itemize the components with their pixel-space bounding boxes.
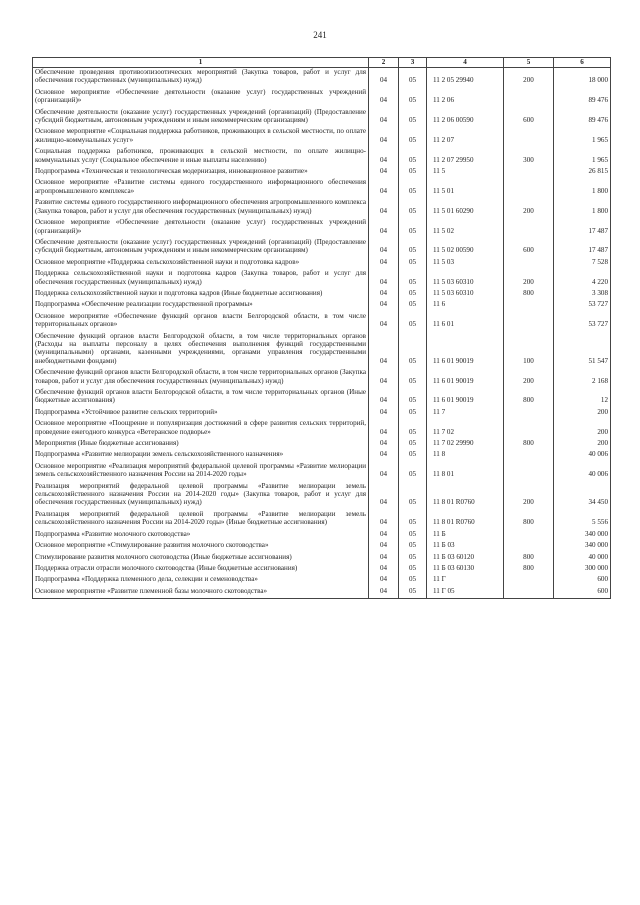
section-cell: 04	[369, 587, 399, 599]
expense-type-cell	[504, 408, 554, 419]
table-row	[33, 108, 611, 128]
description-cell: Мероприятия (Иные бюджетные ассигнования)	[33, 439, 369, 450]
amount-cell: 89 476	[554, 88, 611, 108]
subsection-cell: 05	[399, 88, 427, 108]
description-cell: Подпрограмма «Поддержка племенного дела, селекции и семеноводства»	[33, 575, 369, 586]
table-row	[33, 127, 611, 147]
target-article-cell: 11 Б 03	[427, 541, 504, 552]
section-cell: 04	[369, 167, 399, 178]
target-article-cell: 11 5 02 00590	[427, 238, 504, 258]
section-cell: 04	[369, 419, 399, 439]
expense-type-cell	[504, 462, 554, 482]
description-cell: Основное мероприятие «Стимулирование развития молочного скотоводства»	[33, 541, 369, 552]
subsection-cell: 05	[399, 312, 427, 332]
subsection-cell: 05	[399, 218, 427, 238]
expense-type-cell: 800	[504, 510, 554, 530]
description-cell: Поддержка отрасли отрасли молочного скотоводства (Иные бюджетные ассигнования)	[33, 564, 369, 575]
target-article-cell: 11 5 03	[427, 258, 504, 269]
description-cell: Поддержка сельскохозяйственной науки и подготовка кадров (Закупка товаров, работ и услуг для обеспечения государственных (муниципальных) нужд)	[33, 269, 369, 289]
table-row	[33, 462, 611, 482]
target-article-cell: 11 Г 05	[427, 587, 504, 599]
budget-table	[32, 57, 611, 599]
table-row	[33, 258, 611, 269]
expense-type-cell: 600	[504, 238, 554, 258]
target-article-cell: 11 6 01 90019	[427, 332, 504, 369]
table-row	[33, 68, 611, 88]
amount-cell: 26 815	[554, 167, 611, 178]
amount-cell: 1 800	[554, 198, 611, 218]
header-cell-3: 3	[399, 58, 427, 68]
subsection-cell: 05	[399, 68, 427, 88]
target-article-cell: 11 7 02 29990	[427, 439, 504, 450]
expense-type-cell: 100	[504, 332, 554, 369]
description-cell: Основное мероприятие «Реализация мероприятий федеральной целевой программы «Развитие мелиорации земель сельскохозяйственного назначения России на 2014-2020 годы»	[33, 462, 369, 482]
target-article-cell: 11 5 03 60310	[427, 289, 504, 300]
description-cell: Обеспечение функций органов власти Белгородской области, в том числе территориальных органов (Закупка товаров, работ и услуг для обеспечения государственных (муниципальных) нужд)	[33, 368, 369, 388]
subsection-cell: 05	[399, 300, 427, 311]
subsection-cell: 05	[399, 553, 427, 564]
amount-cell: 1 965	[554, 127, 611, 147]
subsection-cell: 05	[399, 198, 427, 218]
amount-cell: 89 476	[554, 108, 611, 128]
expense-type-cell	[504, 88, 554, 108]
section-cell: 04	[369, 332, 399, 369]
amount-cell: 1 965	[554, 147, 611, 167]
amount-cell: 40 006	[554, 462, 611, 482]
section-cell: 04	[369, 68, 399, 88]
section-cell: 04	[369, 258, 399, 269]
target-article-cell: 11 8 01 R0760	[427, 510, 504, 530]
section-cell: 04	[369, 541, 399, 552]
target-article-cell: 11 8	[427, 450, 504, 461]
expense-type-cell	[504, 587, 554, 599]
expense-type-cell: 200	[504, 368, 554, 388]
description-cell: Подпрограмма «Развитие мелиорации земель сельскохозяйственного назначения»	[33, 450, 369, 461]
expense-type-cell: 800	[504, 564, 554, 575]
subsection-cell: 05	[399, 439, 427, 450]
subsection-cell: 05	[399, 482, 427, 510]
table-row	[33, 530, 611, 541]
expense-type-cell	[504, 167, 554, 178]
amount-cell: 600	[554, 575, 611, 586]
section-cell: 04	[369, 238, 399, 258]
header-cell-5: 5	[504, 58, 554, 68]
amount-cell: 340 000	[554, 530, 611, 541]
description-cell: Социальная поддержка работников, проживающих в сельской местности, по оплате жилищно-коммунальных услуг (Социальное обеспечение и иные выплаты населению)	[33, 147, 369, 167]
amount-cell: 34 450	[554, 482, 611, 510]
subsection-cell: 05	[399, 462, 427, 482]
section-cell: 04	[369, 312, 399, 332]
table-row	[33, 482, 611, 510]
target-article-cell: 11 2 06	[427, 88, 504, 108]
section-cell: 04	[369, 575, 399, 586]
header-cell-2: 2	[369, 58, 399, 68]
amount-cell: 40 006	[554, 450, 611, 461]
section-cell: 04	[369, 450, 399, 461]
description-cell: Основное мероприятие «Обеспечение деятельности (оказание услуг) государственных учреждений (организаций)»	[33, 218, 369, 238]
subsection-cell: 05	[399, 587, 427, 599]
subsection-cell: 05	[399, 388, 427, 408]
amount-cell: 12	[554, 388, 611, 408]
subsection-cell: 05	[399, 258, 427, 269]
description-cell: Реализация мероприятий федеральной целевой программы «Развитие мелиорации земель сельскохозяйственного назначения России на 2014-2020 годы» (Закупка товаров, работ и услуг для обеспечения государственных (муниципальных) нужд)	[33, 482, 369, 510]
subsection-cell: 05	[399, 541, 427, 552]
description-cell: Основное мероприятие «Развитие системы единого государственного информационного обеспечения агропромышленного комплекса»	[33, 178, 369, 198]
amount-cell: 1 800	[554, 178, 611, 198]
table-row	[33, 300, 611, 311]
amount-cell: 200	[554, 419, 611, 439]
amount-cell: 18 000	[554, 68, 611, 88]
table-row	[33, 564, 611, 575]
expense-type-cell	[504, 127, 554, 147]
amount-cell: 7 528	[554, 258, 611, 269]
amount-cell: 300 000	[554, 564, 611, 575]
expense-type-cell: 600	[504, 108, 554, 128]
table-row	[33, 147, 611, 167]
target-article-cell: 11 5 01 60290	[427, 198, 504, 218]
subsection-cell: 05	[399, 408, 427, 419]
description-cell: Основное мероприятие «Обеспечение функций органов власти Белгородской области, в том числе территориальных органов»	[33, 312, 369, 332]
subsection-cell: 05	[399, 127, 427, 147]
expense-type-cell	[504, 541, 554, 552]
amount-cell: 5 556	[554, 510, 611, 530]
table-row	[33, 439, 611, 450]
description-cell: Стимулирование развития молочного скотоводства (Иные бюджетные ассигнования)	[33, 553, 369, 564]
target-article-cell: 11 5	[427, 167, 504, 178]
header-cell-1: 1	[33, 58, 369, 68]
description-cell: Обеспечение деятельности (оказание услуг) государственных учреждений (организаций) (Предоставление субсидий бюджетным, автономным учреждениям и иным некоммерческим организациям)	[33, 108, 369, 128]
target-article-cell: 11 2 06 00590	[427, 108, 504, 128]
target-article-cell: 11 7	[427, 408, 504, 419]
subsection-cell: 05	[399, 564, 427, 575]
expense-type-cell: 800	[504, 289, 554, 300]
table-row	[33, 88, 611, 108]
amount-cell: 2 168	[554, 368, 611, 388]
description-cell: Основное мероприятие «Поддержка сельскохозяйственной науки и подготовка кадров»	[33, 258, 369, 269]
table-row	[33, 450, 611, 461]
table-row	[33, 419, 611, 439]
expense-type-cell	[504, 258, 554, 269]
amount-cell: 17 487	[554, 238, 611, 258]
subsection-cell: 05	[399, 510, 427, 530]
target-article-cell: 11 6	[427, 300, 504, 311]
target-article-cell: 11 6 01 90019	[427, 388, 504, 408]
table-row	[33, 312, 611, 332]
table-row	[33, 388, 611, 408]
description-cell: Основное мероприятие «Развитие племенной базы молочного скотоводства»	[33, 587, 369, 599]
description-cell: Развитие системы единого государственного информационного обеспечения агропромышленного комплекса (Закупка товаров, работ и услуг для обеспечения государственных (муниципальных) нужд)	[33, 198, 369, 218]
table-body	[33, 68, 611, 599]
section-cell: 04	[369, 530, 399, 541]
subsection-cell: 05	[399, 289, 427, 300]
subsection-cell: 05	[399, 108, 427, 128]
subsection-cell: 05	[399, 450, 427, 461]
target-article-cell: 11 Б 03 60130	[427, 564, 504, 575]
header-row	[33, 58, 611, 68]
description-cell: Обеспечение проведения противоэпизоотических мероприятий (Закупка товаров, работ и услуг для обеспечения государственных (муниципальных) нужд)	[33, 68, 369, 88]
table-row	[33, 238, 611, 258]
amount-cell: 600	[554, 587, 611, 599]
section-cell: 04	[369, 564, 399, 575]
description-cell: Подпрограмма «Техническая и технологическая модернизация, инновационное развитие»	[33, 167, 369, 178]
table-row	[33, 587, 611, 599]
description-cell: Основное мероприятие «Социальная поддержка работников, проживающих в сельской местности, по оплате жилищно-коммунальных услуг»	[33, 127, 369, 147]
expense-type-cell	[504, 312, 554, 332]
description-cell: Обеспечение функций органов власти Белгородской области, в том числе территориальных органов (Расходы на выплаты персоналу в целях обеспечения выполнения функций государственными (муниципальными) органами, казенными учреждениями, органами управления государственными внебюджетными фондами)	[33, 332, 369, 369]
expense-type-cell	[504, 530, 554, 541]
target-article-cell: 11 8 01 R0760	[427, 482, 504, 510]
section-cell: 04	[369, 108, 399, 128]
table-row	[33, 332, 611, 369]
description-cell: Обеспечение деятельности (оказание услуг) государственных учреждений (организаций) (Предоставление субсидий бюджетным, автономным учреждениям и иным некоммерческим организациям)	[33, 238, 369, 258]
target-article-cell: 11 Б 03 60120	[427, 553, 504, 564]
section-cell: 04	[369, 147, 399, 167]
table-row	[33, 269, 611, 289]
target-article-cell: 11 5 02	[427, 218, 504, 238]
table-row	[33, 178, 611, 198]
table-row	[33, 510, 611, 530]
amount-cell: 3 308	[554, 289, 611, 300]
header-cell-4: 4	[427, 58, 504, 68]
section-cell: 04	[369, 408, 399, 419]
target-article-cell: 11 2 05 29940	[427, 68, 504, 88]
table-row	[33, 553, 611, 564]
target-article-cell: 11 6 01 90019	[427, 368, 504, 388]
amount-cell: 40 000	[554, 553, 611, 564]
subsection-cell: 05	[399, 238, 427, 258]
section-cell: 04	[369, 300, 399, 311]
expense-type-cell	[504, 300, 554, 311]
subsection-cell: 05	[399, 269, 427, 289]
amount-cell: 4 220	[554, 269, 611, 289]
description-cell: Реализация мероприятий федеральной целевой программы «Развитие мелиорации земель сельскохозяйственного назначения России на 2014-2020 годы» (Иные бюджетные ассигнования)	[33, 510, 369, 530]
section-cell: 04	[369, 269, 399, 289]
description-cell: Основное мероприятие «Обеспечение деятельности (оказание услуг) государственных учреждений (организаций)»	[33, 88, 369, 108]
section-cell: 04	[369, 88, 399, 108]
amount-cell: 200	[554, 439, 611, 450]
expense-type-cell: 800	[504, 388, 554, 408]
subsection-cell: 05	[399, 530, 427, 541]
section-cell: 04	[369, 510, 399, 530]
subsection-cell: 05	[399, 575, 427, 586]
description-cell: Подпрограмма «Развитие молочного скотоводства»	[33, 530, 369, 541]
expense-type-cell: 300	[504, 147, 554, 167]
table-row	[33, 541, 611, 552]
expense-type-cell: 200	[504, 198, 554, 218]
description-cell: Обеспечение функций органов власти Белгородской области, в том числе территориальных органов (Иные бюджетные ассигнования)	[33, 388, 369, 408]
section-cell: 04	[369, 462, 399, 482]
section-cell: 04	[369, 368, 399, 388]
subsection-cell: 05	[399, 147, 427, 167]
table-row	[33, 289, 611, 300]
description-cell: Подпрограмма «Устойчивое развитие сельских территорий»	[33, 408, 369, 419]
target-article-cell: 11 Г	[427, 575, 504, 586]
section-cell: 04	[369, 482, 399, 510]
target-article-cell: 11 2 07 29950	[427, 147, 504, 167]
expense-type-cell	[504, 419, 554, 439]
section-cell: 04	[369, 289, 399, 300]
expense-type-cell: 200	[504, 68, 554, 88]
target-article-cell: 11 5 01	[427, 178, 504, 198]
table-row	[33, 368, 611, 388]
amount-cell: 53 727	[554, 312, 611, 332]
expense-type-cell	[504, 218, 554, 238]
description-cell: Поддержка сельскохозяйственной науки и подготовка кадров (Иные бюджетные ассигнования)	[33, 289, 369, 300]
section-cell: 04	[369, 178, 399, 198]
amount-cell: 17 487	[554, 218, 611, 238]
table-row	[33, 198, 611, 218]
amount-cell: 53 727	[554, 300, 611, 311]
target-article-cell: 11 Б	[427, 530, 504, 541]
header-cell-6: 6	[554, 58, 611, 68]
target-article-cell: 11 6 01	[427, 312, 504, 332]
expense-type-cell: 200	[504, 482, 554, 510]
section-cell: 04	[369, 198, 399, 218]
amount-cell: 51 547	[554, 332, 611, 369]
amount-cell: 200	[554, 408, 611, 419]
expense-type-cell	[504, 575, 554, 586]
page-number: 241	[313, 30, 327, 40]
subsection-cell: 05	[399, 178, 427, 198]
subsection-cell: 05	[399, 332, 427, 369]
description-cell: Основное мероприятие «Поощрение и популяризация достижений в сфере развития сельских территорий, проведение ежегодного конкурса «Ветеранское подворье»	[33, 419, 369, 439]
expense-type-cell: 200	[504, 269, 554, 289]
subsection-cell: 05	[399, 419, 427, 439]
expense-type-cell: 800	[504, 439, 554, 450]
table-row	[33, 218, 611, 238]
target-article-cell: 11 5 03 60310	[427, 269, 504, 289]
section-cell: 04	[369, 388, 399, 408]
target-article-cell: 11 7 02	[427, 419, 504, 439]
target-article-cell: 11 2 07	[427, 127, 504, 147]
table-row	[33, 167, 611, 178]
section-cell: 04	[369, 553, 399, 564]
section-cell: 04	[369, 127, 399, 147]
subsection-cell: 05	[399, 368, 427, 388]
table-row	[33, 575, 611, 586]
expense-type-cell: 800	[504, 553, 554, 564]
section-cell: 04	[369, 218, 399, 238]
description-cell: Подпрограмма «Обеспечение реализации государственной программы»	[33, 300, 369, 311]
section-cell: 04	[369, 439, 399, 450]
amount-cell: 340 000	[554, 541, 611, 552]
expense-type-cell	[504, 450, 554, 461]
expense-type-cell	[504, 178, 554, 198]
table-row	[33, 408, 611, 419]
subsection-cell: 05	[399, 167, 427, 178]
target-article-cell: 11 8 01	[427, 462, 504, 482]
